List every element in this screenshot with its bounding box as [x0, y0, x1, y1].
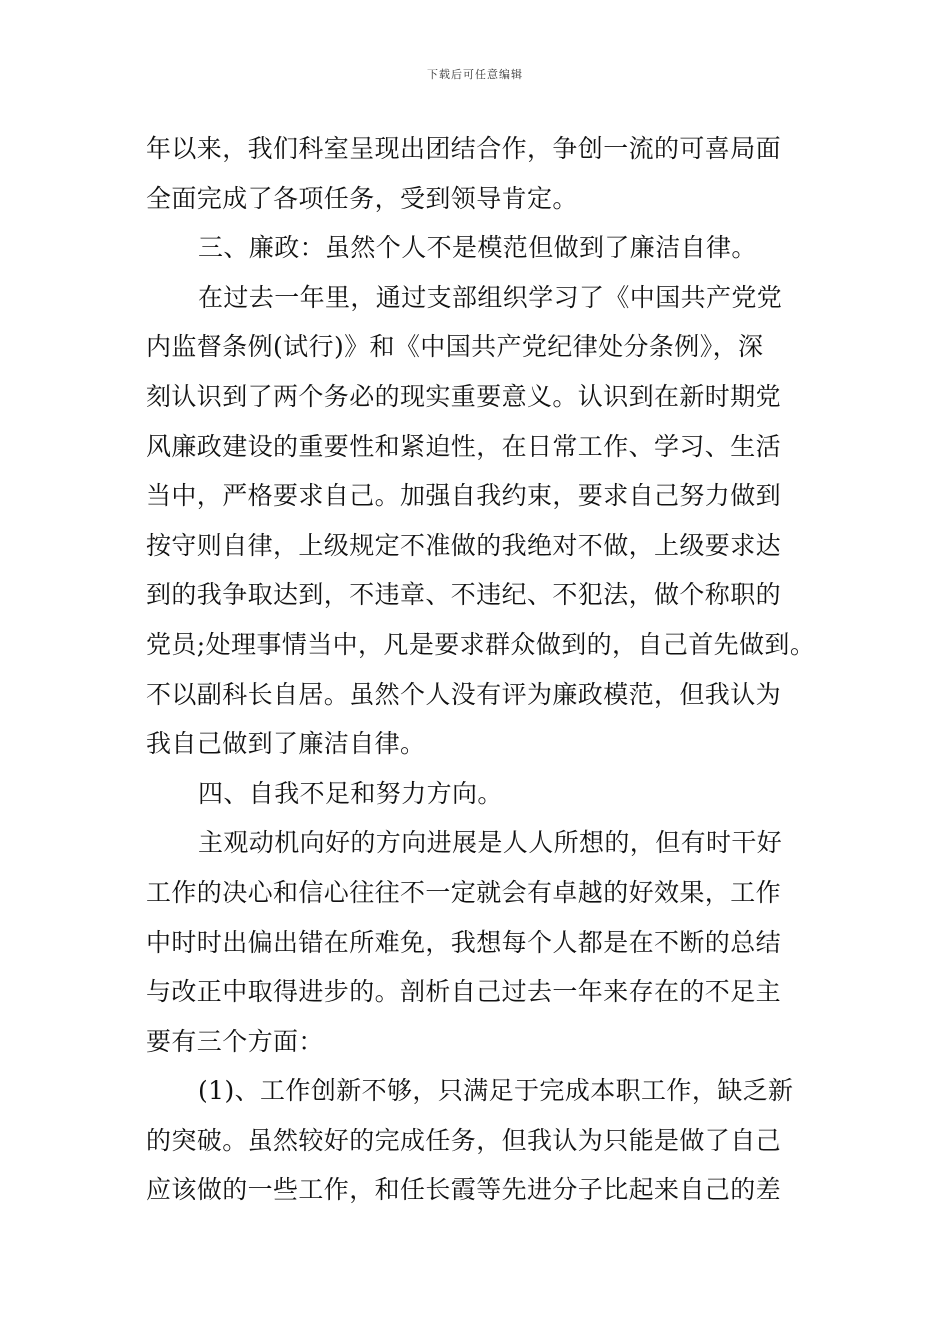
text-line: 主观动机向好的方向进展是人人所想的，但有时干好	[198, 828, 783, 858]
text-line: 的突破。虽然较好的完成任务，但我认为只能是做了自己	[146, 1125, 782, 1155]
text-line: 年以来，我们科室呈现出团结合作，争创一流的可喜局面	[146, 134, 782, 163]
page-header: 下载后可任意编辑	[427, 68, 523, 81]
text-line: 党员;处理事情当中，凡是要求群众做到的，自己首先做到。	[146, 629, 816, 659]
text-line: 全面完成了各项任务，受到领导肯定。	[146, 183, 578, 213]
text-line: 中时时出偏出错在所难免，我想每个人都是在不断的总结	[146, 927, 782, 957]
text-line: 我自己做到了廉洁自律。	[146, 729, 426, 759]
text-line: 不以副科长自居。虽然个人没有评为廉政模范，但我认为	[146, 679, 782, 709]
text-line: 在过去一年里，通过支部组织学习了《中国共产党党	[198, 282, 783, 312]
text-line: 刻认识到了两个务必的现实重要意义。认识到在新时期党	[146, 381, 782, 411]
text-line: 工作的决心和信心往往不一定就会有卓越的好效果，工作	[146, 877, 782, 907]
document-body	[146, 124, 826, 1215]
text-line: (1)、工作创新不够，只满足于完成本职工作，缺乏新	[198, 1076, 794, 1106]
text-line: 内监督条例(试行)》和《中国共产党纪律处分条例》，深	[146, 332, 764, 362]
text-line: 四、自我不足和努力方向。	[198, 778, 503, 808]
text-line: 当中，严格要求自己。加强自我约束，要求自己努力做到	[146, 481, 782, 511]
text-line: 要有三个方面：	[146, 1026, 324, 1056]
text-line: 三、廉政：虽然个人不是模范但做到了廉洁自律。	[198, 233, 757, 263]
text-line: 与改正中取得进步的。剖析自己过去一年来存在的不足主	[146, 977, 782, 1007]
text-line: 按守则自律，上级规定不准做的我绝对不做，上级要求达	[146, 530, 782, 560]
text-line: 应该做的一些工作，和任长霞等先进分子比起来自己的差	[146, 1175, 782, 1205]
text-line: 风廉政建设的重要性和紧迫性，在日常工作、学习、生活	[146, 431, 782, 461]
text-line: 到的我争取达到，不违章、不违纪、不犯法，做个称职的	[146, 580, 782, 610]
